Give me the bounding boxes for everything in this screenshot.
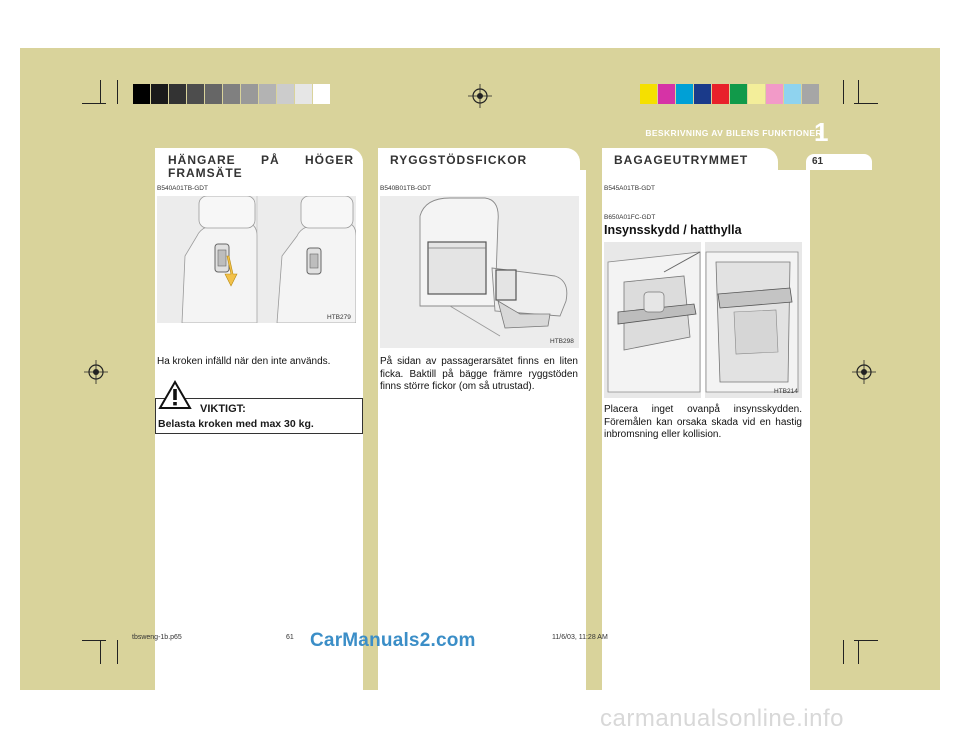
color-swatch xyxy=(133,84,150,104)
middle-body-text: På sidan av passagerarsätet finns en liten ficka. Baktill på bägge främre ryggstöden finns större fickor (om så utrustad). xyxy=(380,356,578,392)
watermark-carmanuals2[interactable]: CarManuals2.com xyxy=(310,630,476,651)
registration-mark-icon xyxy=(852,360,876,384)
color-swatch xyxy=(259,84,276,104)
color-swatch xyxy=(295,84,312,104)
right-body-text: Placera inget ovanpå insynsskydden. Föremålen kan orsaka skada vid en hastig inbromsning eller kollision. xyxy=(604,404,802,440)
color-swatch xyxy=(802,84,819,104)
color-swatch xyxy=(205,84,222,104)
warning-triangle-icon xyxy=(158,380,192,410)
color-calibration-bar xyxy=(640,84,820,104)
footer-file-name: tbsweng-1b.p65 xyxy=(132,634,182,641)
left-figure-label: HTB279 xyxy=(327,314,351,321)
right-subtitle: Insynsskydd / hatthylla xyxy=(604,223,742,237)
seat-hook-drawing xyxy=(157,196,356,323)
color-swatch xyxy=(151,84,168,104)
cargo-cover-illustration xyxy=(604,242,802,398)
color-swatch xyxy=(694,84,711,104)
hook-illustration xyxy=(157,196,356,323)
seat-pocket-drawing xyxy=(380,196,579,348)
color-swatch xyxy=(676,84,693,104)
left-body-text: Ha kroken infälld när den inte används. xyxy=(157,356,331,367)
color-swatch xyxy=(169,84,186,104)
color-swatch xyxy=(766,84,783,104)
middle-reference-code: B540B01TB-GDT xyxy=(380,185,431,192)
color-swatch xyxy=(241,84,258,104)
footer-page: 61 xyxy=(286,634,294,641)
color-swatch xyxy=(313,84,330,104)
middle-section-title: RYGGSTÖDSFICKOR xyxy=(390,153,528,167)
warning-text: Belasta kroken med max 30 kg. xyxy=(158,418,314,430)
page-number: 61 xyxy=(812,156,824,167)
section-header: BESKRIVNING AV BILENS FUNKTIONER xyxy=(645,128,822,138)
color-swatch xyxy=(277,84,294,104)
color-swatch xyxy=(784,84,801,104)
right-sub-reference-code: B650A01FC-GDT xyxy=(604,214,656,221)
seat-pocket-illustration xyxy=(380,196,579,348)
right-figure-label: HTB214 xyxy=(774,388,798,395)
color-swatch xyxy=(730,84,747,104)
footer-date: 11/6/03, 11:28 AM xyxy=(552,634,608,641)
middle-figure-label: HTB298 xyxy=(550,338,574,345)
warning-title: VIKTIGT: xyxy=(200,403,246,415)
color-swatch xyxy=(223,84,240,104)
color-swatch xyxy=(748,84,765,104)
gray-calibration-bar xyxy=(133,84,331,104)
left-section-title-line2: FRAMSÄTE xyxy=(168,166,243,180)
registration-mark-icon xyxy=(84,360,108,384)
right-reference-code: B545A01TB-GDT xyxy=(604,185,655,192)
registration-mark-icon xyxy=(468,84,492,108)
watermark-carmanualsonline[interactable]: carmanualsonline.info xyxy=(600,705,844,732)
section-number: 1 xyxy=(814,117,829,147)
cargo-cover-drawing xyxy=(604,242,802,398)
left-section-title-line1: HÄNGARE PÅ HÖGER xyxy=(168,153,354,167)
color-swatch xyxy=(640,84,657,104)
color-swatch xyxy=(658,84,675,104)
right-section-title: BAGAGEUTRYMMET xyxy=(614,153,749,167)
color-swatch xyxy=(187,84,204,104)
color-swatch xyxy=(712,84,729,104)
left-reference-code: B540A01TB-GDT xyxy=(157,185,208,192)
